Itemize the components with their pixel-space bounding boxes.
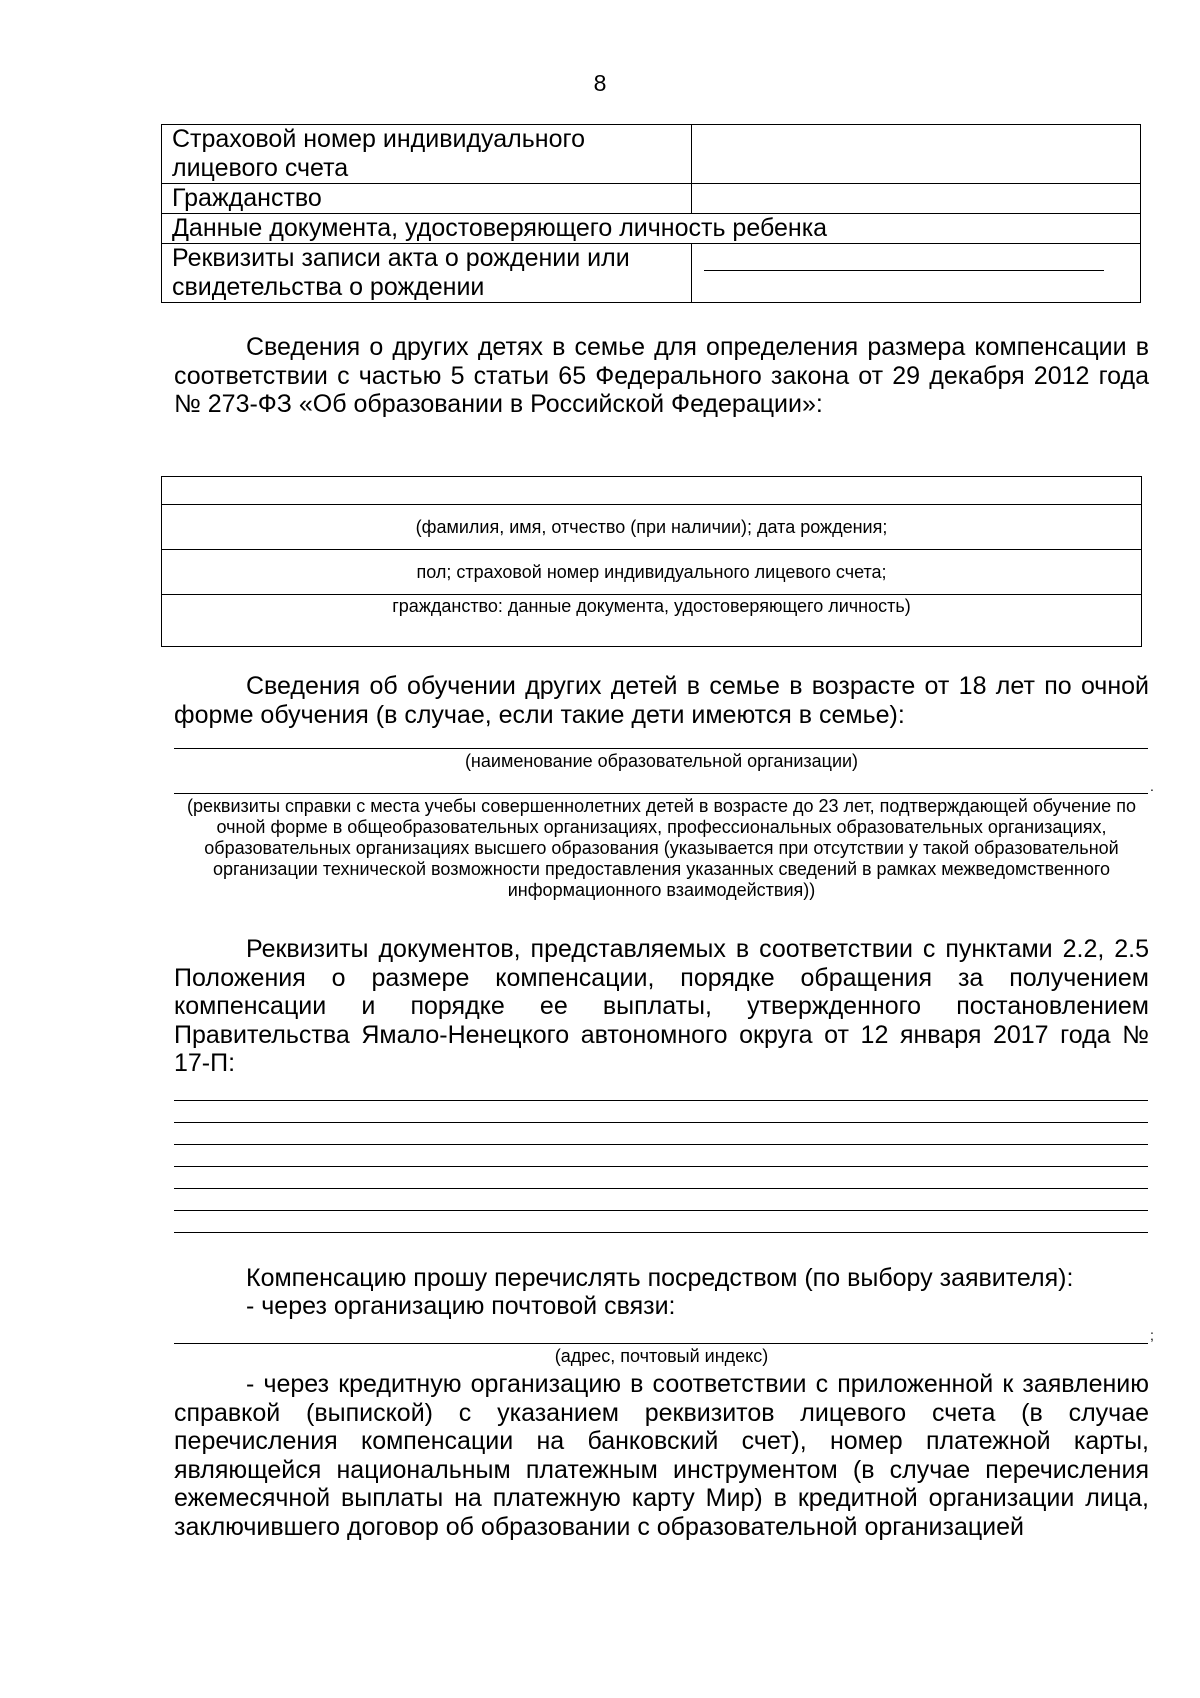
other-children-caption-1: (фамилия, имя, отчество (при наличии); дата рождения; — [162, 505, 1142, 550]
snils-label: Страховой номер индивидуального лицевого счета — [162, 125, 692, 184]
table-row — [162, 214, 1141, 244]
education-org-caption: (наименование образовательной организации) — [464, 751, 859, 771]
requisites-line-7[interactable] — [174, 1232, 1148, 1233]
birth-record-underline — [704, 244, 1104, 271]
payment-intro: Компенсацию прошу перечислять посредством (по выбору заявителя): — [246, 1264, 1074, 1292]
table-row — [162, 550, 1142, 595]
requisites-line-1[interactable] — [174, 1100, 1148, 1101]
table-row — [162, 125, 1141, 184]
other-children-caption-3: гражданство: данные документа, удостоверяющего личность) — [162, 595, 1142, 647]
child-info-table — [161, 124, 1141, 303]
semicolon-mark: ; — [1150, 1327, 1154, 1343]
bank-option: - через кредитную организацию в соответствии с приложенной к заявлению справкой (выпиской) с указанием реквизитов лицевого счета (в случае перечисления компенсации на банковский счет), номер платежной карты, являющейся национальным платежным инструментом (в случае перечисления ежемесячной выплаты на платежную карту Мир) в кредитной организации лица, заключившего договор об образовании с образовательной организацией — [174, 1370, 1149, 1541]
table-row — [162, 505, 1142, 550]
post-option: - через организацию почтовой связи: — [246, 1292, 676, 1320]
table-row — [162, 595, 1142, 647]
other-children-caption-2: пол; страховой номер индивидуального лицевого счета; — [162, 550, 1142, 595]
education-org-line[interactable] — [174, 748, 1148, 749]
identity-document-label: Данные документа, удостоверяющего личность ребенка — [162, 214, 1141, 244]
table-row — [162, 477, 1142, 505]
other-children-table — [161, 476, 1142, 647]
birth-record-label: Реквизиты записи акта о рождении или свидетельства о рождении — [162, 244, 692, 303]
period-mark: . — [1150, 778, 1154, 794]
table-row — [162, 184, 1141, 214]
education-cert-caption: (реквизиты справки с места учебы совершеннолетних детей в возрасте до 23 лет, подтверждающей обучение по очной форме в общеобразовательных организациях, профессиональных образовательных организациях, образовательных организациях высшего образования (указывается при отсутствии у такой образовательной организации технической возможности предоставления указанных сведений в рамках межведомственного информационного взаимодействия)) — [187, 796, 1136, 900]
snils-value[interactable] — [692, 125, 1141, 184]
birth-record-value[interactable] — [692, 244, 1141, 303]
citizenship-label: Гражданство — [162, 184, 692, 214]
requisites-line-6[interactable] — [174, 1210, 1148, 1211]
other-children-field[interactable] — [162, 477, 1142, 505]
page-number: 8 — [593, 70, 607, 96]
requisites-line-3[interactable] — [174, 1144, 1148, 1145]
table-row — [162, 244, 1141, 303]
post-address-caption: (адрес, почтовый индекс) — [554, 1346, 769, 1366]
education-cert-line[interactable] — [174, 793, 1148, 794]
requisites-line-2[interactable] — [174, 1122, 1148, 1123]
requisites-intro: Реквизиты документов, представляемых в соответствии с пунктами 2.2, 2.5 Положения о размере компенсации, порядке обращения за получением компенсации и порядке ее выплаты, утвержденного постановлением Правительства Ямало-Ненецкого автономного округа от 12 января 2017 года № 17-П: — [174, 935, 1149, 1077]
requisites-line-4[interactable] — [174, 1166, 1148, 1167]
other-children-intro: Сведения о других детях в семье для определения размера компенсации в соответствии с частью 5 статьи 65 Федерального закона от 29 декабря 2012 года № 273-ФЗ «Об образовании в Российской Федерации»: — [174, 333, 1149, 418]
post-address-line[interactable] — [174, 1343, 1148, 1344]
education-intro: Сведения об обучении других детей в семье в возрасте от 18 лет по очной форме обучения (в случае, если такие дети имеются в семье): — [174, 672, 1149, 729]
requisites-line-5[interactable] — [174, 1188, 1148, 1189]
citizenship-value[interactable] — [692, 184, 1141, 214]
